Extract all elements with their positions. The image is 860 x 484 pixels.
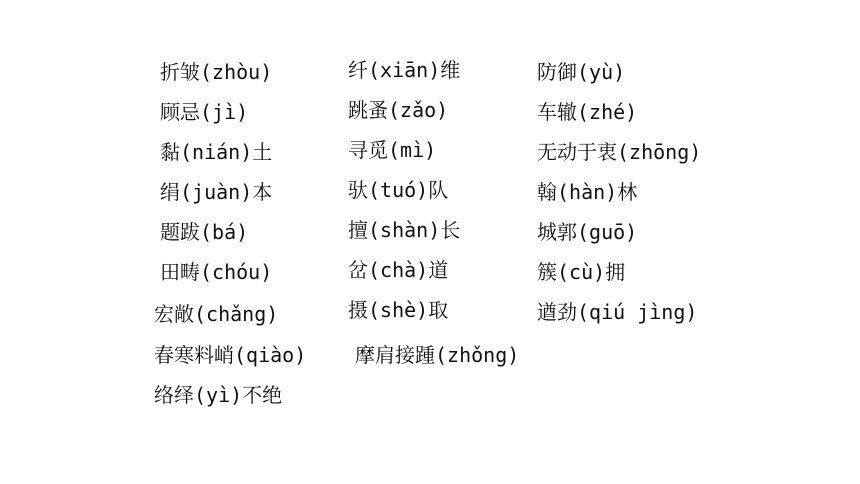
term-wudongyuzhong: 无动于衷(zhōng)	[537, 140, 702, 164]
term-mojianjiezhong: 摩肩接踵(zhǒng)	[355, 343, 520, 367]
term-shanchang: 擅(shàn)长	[348, 218, 461, 242]
term-juanben: 绢(juàn)本	[160, 180, 273, 204]
term-chunhanliaoqiao: 春寒料峭(qiào)	[154, 343, 307, 367]
term-niantu: 黏(nián)土	[160, 140, 273, 164]
term-chengguo: 城郭(guō)	[537, 220, 638, 244]
term-tiaozao: 跳蚤(zǎo)	[348, 98, 449, 122]
term-guji: 顾忌(jì)	[160, 100, 249, 124]
term-xianwei: 纤(xiān)维	[348, 58, 461, 82]
term-xunmi: 寻觅(mì)	[348, 138, 437, 162]
term-luoyibujue: 络绎(yì)不绝	[154, 383, 283, 407]
term-shequ: 摄(shè)取	[348, 298, 449, 322]
term-tuodui: 驮(tuó)队	[348, 178, 449, 202]
term-chadao: 岔(chà)道	[348, 258, 449, 282]
term-hongchang: 宏敞(chǎng)	[154, 302, 279, 326]
term-fangyu: 防御(yù)	[537, 60, 626, 84]
term-qiujing: 遒劲(qiú jìng)	[537, 300, 698, 324]
term-tiba: 题跋(bá)	[160, 220, 249, 244]
term-zhezhou: 折皱(zhòu)	[160, 60, 273, 84]
term-tianchou: 田畴(chóu)	[160, 260, 273, 284]
term-cuyong: 簇(cù)拥	[537, 260, 626, 284]
term-hanlin: 翰(hàn)林	[537, 180, 638, 204]
term-chezhe: 车辙(zhé)	[537, 100, 638, 124]
